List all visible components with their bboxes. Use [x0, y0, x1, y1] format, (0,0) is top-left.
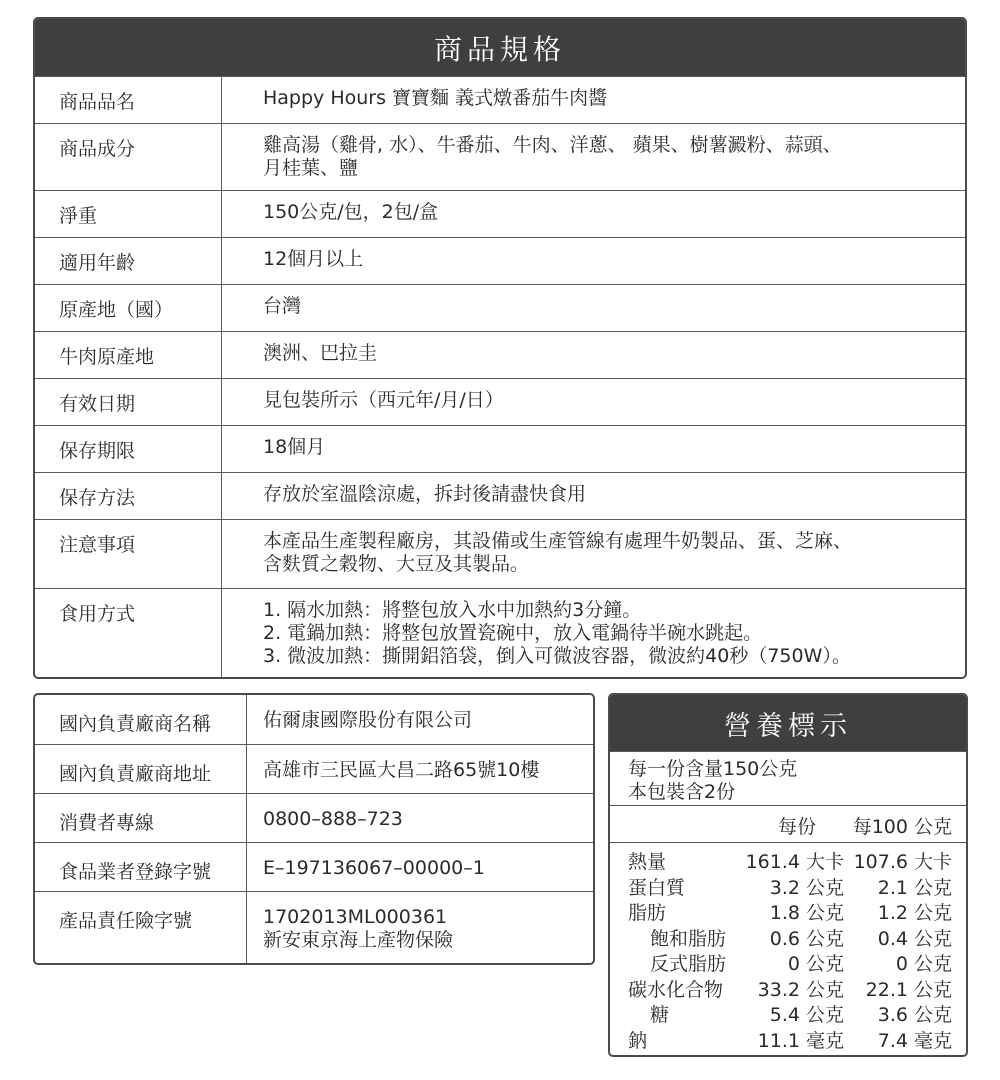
- nutrient-per-serving: 5.4 公克: [769, 1004, 844, 1026]
- nutrient-row-sodium: [610, 1026, 966, 1052]
- column-divider: [221, 77, 222, 123]
- column-divider: [221, 589, 222, 679]
- column-divider: [221, 191, 222, 237]
- company-value: 0800–888–723: [263, 808, 403, 830]
- nutrient-per-100g: 22.1 公克: [865, 978, 952, 1001]
- nutrient-row-carbohydrate: [610, 975, 966, 1001]
- spec-label: 商品品名: [59, 91, 136, 113]
- nutrition-facts-panel: [608, 693, 968, 1057]
- column-divider: [221, 332, 222, 378]
- spec-row-shelf-life: [35, 425, 965, 472]
- company-info-table: [33, 693, 595, 965]
- spec-value: [263, 530, 852, 576]
- serving-info: [610, 751, 966, 805]
- nutrient-per-100g: 0.4 公克: [877, 927, 952, 950]
- spec-value: [263, 87, 607, 110]
- spec-value-line: 本產品生產製程廠房，其設備或生產管線有處理牛奶製品、蛋、芝麻、: [263, 530, 853, 552]
- serving-size: 每一份含量150公克: [628, 758, 798, 780]
- company-value: [263, 906, 453, 952]
- spec-value: [263, 436, 325, 459]
- spec-value-line: 12個月以上: [263, 248, 364, 270]
- col-per-serving: 每份: [777, 816, 816, 838]
- spec-value-line: 雞高湯（雞骨, 水）、牛番茄、牛肉、洋蔥、 蘋果、樹薯澱粉、蒜頭、: [263, 134, 842, 156]
- nutrition-title: 營養標示: [610, 695, 966, 751]
- spec-value-line: 150公克/包，2包/盒: [263, 201, 439, 223]
- spec-value-line: 3. 微波加熱：撕開鋁箔袋，倒入可微波容器，微波約40秒（750W）。: [263, 645, 851, 667]
- company-value: 佑爾康國際股份有限公司: [263, 709, 473, 731]
- spec-value: [263, 201, 438, 224]
- spec-label: 注意事項: [59, 534, 136, 556]
- product-spec-table: [33, 17, 967, 679]
- spec-label: 原產地（國）: [59, 299, 174, 321]
- nutrient-per-100g: 3.6 公克: [877, 1004, 952, 1026]
- servings-per-package: 本包裝含2份: [628, 781, 736, 803]
- spec-label: 牛肉原產地: [59, 346, 155, 368]
- column-divider: [221, 285, 222, 331]
- column-divider: [221, 520, 222, 588]
- spec-value-line: 存放於室溫陰涼處，拆封後請盡快食用: [263, 483, 587, 505]
- column-divider: [221, 473, 222, 519]
- spec-label: 適用年齡: [59, 252, 136, 274]
- spec-value: [263, 342, 377, 365]
- nutrient-name: 蛋白質: [628, 876, 686, 899]
- company-row-name: [35, 695, 593, 744]
- company-value: E–197136067–00000–1: [263, 857, 485, 879]
- nutrient-per-100g: 7.4 毫克: [877, 1029, 952, 1052]
- company-label: 國內負責廠商名稱: [59, 713, 212, 735]
- spec-value-line: 澳洲、巴拉圭: [263, 342, 378, 364]
- spec-label: 保存方法: [59, 487, 136, 509]
- company-label: 消費者專線: [59, 812, 155, 834]
- nutrient-name: 飽和脂肪: [650, 927, 727, 950]
- nutrient-name: 反式脂肪: [650, 953, 727, 975]
- spec-label: 保存期限: [59, 440, 136, 462]
- nutrient-name: 糖: [650, 1004, 670, 1026]
- nutrient-per-serving: 33.2 公克: [757, 978, 844, 1001]
- spec-value-line: Happy Hours 寶寶麵 義式燉番茄牛肉醬: [263, 87, 608, 109]
- column-divider: [221, 379, 222, 425]
- nutrient-per-serving: 0 公克: [787, 953, 844, 975]
- nutrient-per-serving: 11.1 毫克: [757, 1029, 844, 1052]
- company-label: 食品業者登錄字號: [59, 861, 212, 883]
- spec-row-notes: [35, 519, 965, 588]
- spec-value-line: 2. 電鍋加熱：將整包放置瓷碗中，放入電鍋待半碗水跳起。: [263, 622, 763, 644]
- column-divider: [221, 124, 222, 190]
- spec-row-beef-origin: [35, 331, 965, 378]
- spec-row-usage: [35, 588, 965, 679]
- col-per-100g: 每100 公克: [852, 816, 952, 838]
- spec-value-line: 18個月: [263, 436, 326, 458]
- nutrient-row-trans-fat: [610, 949, 966, 975]
- nutrient-row-energy: [610, 847, 966, 873]
- spec-value: [263, 134, 842, 180]
- company-value-line: 新安東京海上產物保險: [263, 929, 454, 951]
- company-row-hotline: [35, 793, 593, 842]
- spec-value: [263, 483, 586, 506]
- nutrient-per-serving: 3.2 公克: [769, 876, 844, 899]
- company-label: 產品責任險字號: [59, 910, 193, 932]
- spec-value-line: 見包裝所示（西元年/月/日）: [263, 389, 504, 411]
- nutrient-per-100g: 2.1 公克: [877, 876, 952, 899]
- spec-value: [263, 295, 301, 318]
- spec-label: 有效日期: [59, 393, 136, 415]
- spec-value: [263, 599, 851, 668]
- nutrient-per-100g: 0 公克: [895, 953, 952, 975]
- spec-row-ingredients: [35, 123, 965, 190]
- spec-row-net-weight: [35, 190, 965, 237]
- spec-label: 食用方式: [59, 603, 136, 625]
- company-row-address: [35, 744, 593, 793]
- nutrient-row-protein: [610, 873, 966, 899]
- spec-value-line: 1. 隔水加熱：將整包放入水中加熱約3分鐘。: [263, 599, 642, 621]
- nutrient-name: 脂肪: [628, 902, 667, 924]
- spec-label: 商品成分: [59, 138, 136, 160]
- nutrient-name: 碳水化合物: [628, 978, 724, 1001]
- nutrient-row-saturated-fat: [610, 924, 966, 950]
- nutrient-per-serving: 1.8 公克: [769, 902, 844, 924]
- spec-row-origin: [35, 284, 965, 331]
- nutrition-column-header: [610, 805, 966, 843]
- column-divider: [221, 426, 222, 472]
- spec-row-name: [35, 76, 965, 123]
- spec-value-line: 含麩質之穀物、大豆及其製品。: [263, 553, 530, 575]
- spec-label: 淨重: [59, 205, 98, 227]
- spec-row-storage: [35, 472, 965, 519]
- spec-value-line: 月桂葉、鹽: [263, 157, 359, 179]
- company-row-insurance: [35, 891, 593, 965]
- company-row-registration: [35, 842, 593, 891]
- nutrient-name: 鈉: [628, 1029, 648, 1052]
- company-value: 高雄市三民區大昌二路65號10樓: [263, 759, 540, 781]
- spec-value: [263, 389, 504, 412]
- company-label: 國內負責廠商地址: [59, 763, 212, 785]
- nutrient-per-serving: 161.4 大卡: [745, 851, 844, 873]
- spec-title: 商品規格: [35, 19, 965, 76]
- nutrient-per-100g: 107.6 大卡: [853, 851, 952, 873]
- nutrient-per-100g: 1.2 公克: [877, 902, 952, 924]
- spec-value: [263, 248, 363, 271]
- company-value-line: 1702013ML000361: [263, 906, 448, 928]
- nutrient-name: 熱量: [628, 851, 667, 873]
- nutrient-row-fat: [610, 898, 966, 924]
- nutrient-row-sugar: [610, 1000, 966, 1026]
- spec-value-line: 台灣: [263, 295, 302, 317]
- spec-row-age: [35, 237, 965, 284]
- nutrition-rows: [610, 843, 966, 1051]
- nutrient-per-serving: 0.6 公克: [769, 927, 844, 950]
- column-divider: [221, 238, 222, 284]
- spec-row-expiry: [35, 378, 965, 425]
